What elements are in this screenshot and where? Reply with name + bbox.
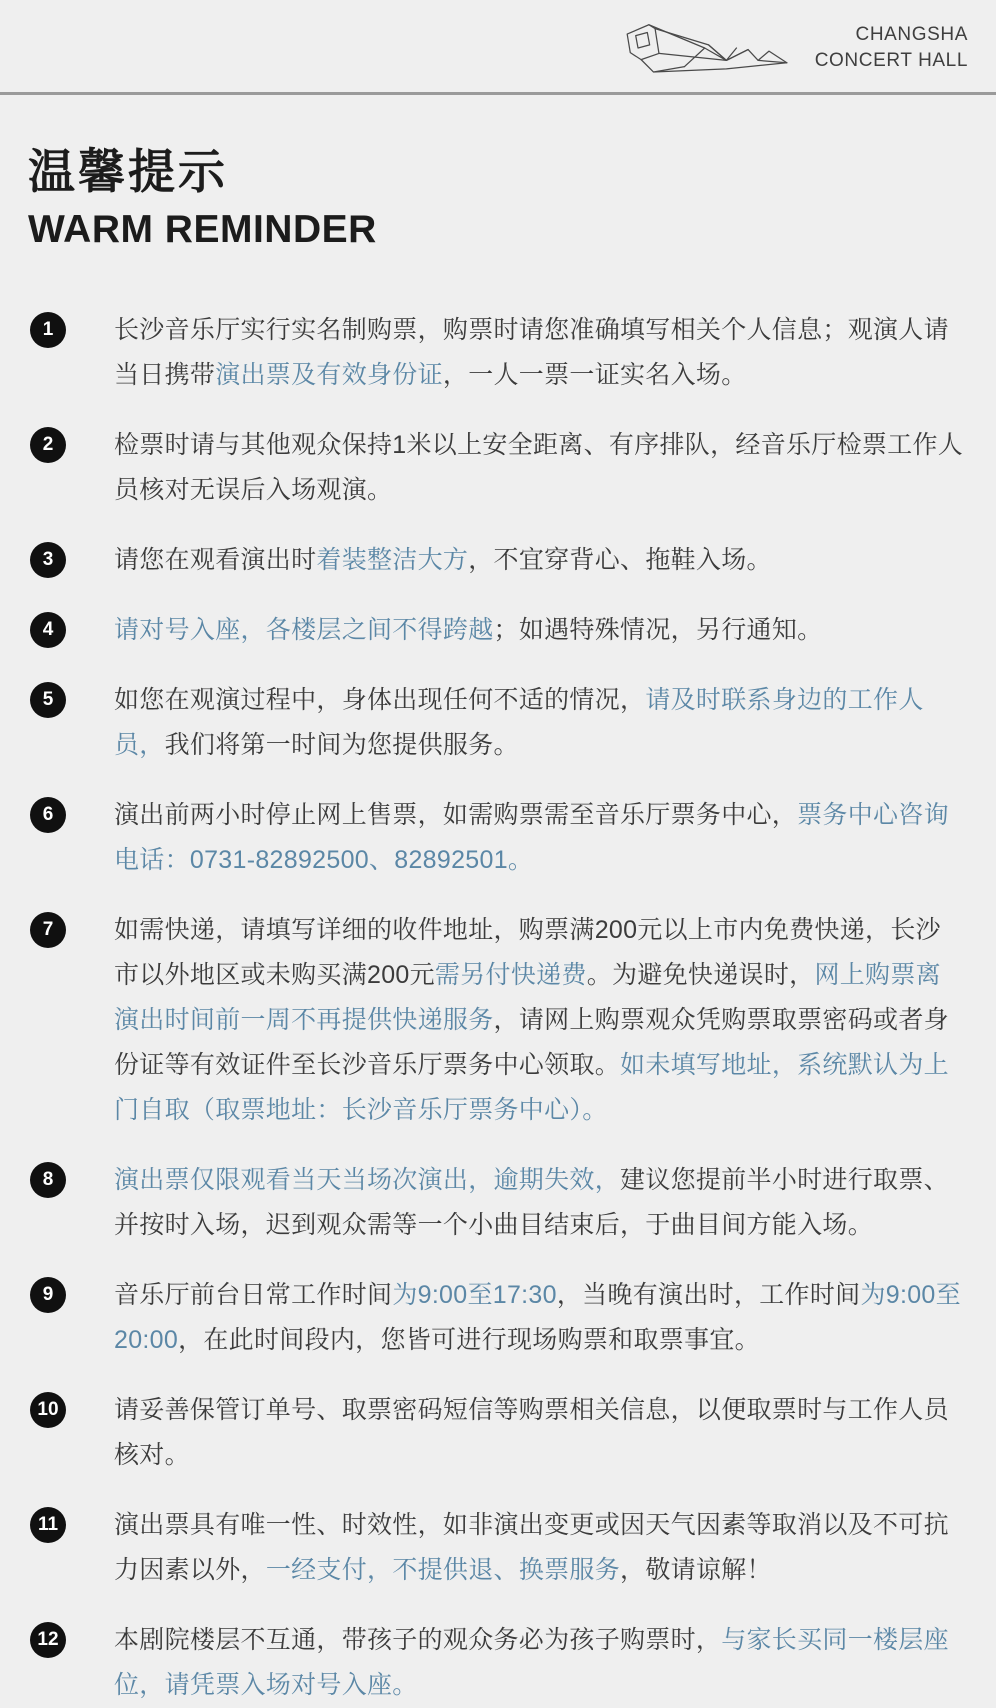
item-number-badge: 3 [30, 542, 66, 578]
item-text [114, 678, 966, 768]
list-item [30, 538, 966, 583]
item-text-highlight: 为9:00至17:30 [392, 1280, 557, 1309]
item-text-segment: 音乐厅前台日常工作时间 [114, 1280, 393, 1309]
list-item [30, 908, 966, 1133]
item-number-badge: 8 [30, 1162, 66, 1198]
item-text-highlight: 与家长买同一楼层座位，请凭票入场对号入座。 [114, 1625, 949, 1699]
item-text-highlight: 票务中心咨询电话：0731-82892500、82892501。 [114, 800, 949, 874]
item-text-highlight: 如未填写地址，系统默认为上门自取（取票地址：长沙音乐厅票务中心）。 [114, 1050, 949, 1124]
item-text-highlight: 网上购票离演出时间前一周不再提供快递服务 [114, 960, 941, 1034]
item-text [114, 608, 824, 653]
item-text-segment: 检票时请与其他观众保持1米以上安全距离、有序排队，经音乐厅检票工作人员核对无误后入场观演。 [114, 430, 964, 504]
item-text [114, 1503, 966, 1593]
item-text [114, 908, 966, 1133]
list-item [30, 423, 966, 513]
item-text [114, 423, 966, 513]
item-text-highlight: 一经支付，不提供退、换票服务 [265, 1555, 621, 1584]
item-text [114, 1388, 966, 1478]
list-item [30, 1503, 966, 1593]
item-number-badge: 10 [30, 1392, 66, 1428]
item-text [114, 1158, 966, 1248]
brand-line2: CONCERT HALL [814, 50, 968, 71]
item-text-segment: 演出前两小时停止网上售票，如需购票需至音乐厅票务中心， [114, 800, 798, 829]
title-block [0, 95, 996, 252]
list-item [30, 793, 966, 883]
concert-hall-logo-icon [609, 17, 815, 79]
item-text [114, 1273, 966, 1363]
item-text-segment: 我们将第一时间为您提供服务。 [164, 730, 519, 759]
item-number-badge: 5 [30, 682, 66, 718]
item-text-segment: 请妥善保管订单号、取票密码短信等购票相关信息，以便取票时与工作人员核对。 [114, 1395, 949, 1469]
list-item [30, 1618, 966, 1708]
item-text-segment: 长沙音乐厅实行实名制购票，购票时请您准确填写相关个人信息；观演人请当日携带 [114, 315, 949, 389]
list-item [30, 678, 966, 768]
item-text-segment: 演出票具有唯一性、时效性，如非演出变更或因天气因素等取消以及不可抗力因素以外， [114, 1510, 949, 1584]
brand-text [815, 22, 968, 73]
item-text [114, 1618, 966, 1708]
brand-line1: CHANGSHA [855, 24, 968, 46]
item-number-badge: 6 [30, 797, 66, 833]
item-text-highlight: 请及时联系身边的工作人员， [114, 685, 924, 759]
item-text-highlight: 请对号入座，各楼层之间不得跨越 [114, 615, 494, 644]
item-text-segment: 如您在观演过程中，身体出现任何不适的情况， [114, 685, 646, 714]
item-number-badge: 2 [30, 427, 66, 463]
item-text-highlight: 演出票仅限观看当天当场次演出，逾期失效， [114, 1165, 621, 1194]
item-number-badge: 9 [30, 1277, 66, 1313]
list-item [30, 1388, 966, 1478]
list-item [30, 308, 966, 398]
item-number-badge: 4 [30, 612, 66, 648]
item-text [114, 308, 966, 398]
item-text-segment: 。为避免快递误时， [586, 960, 815, 989]
item-text-segment: ，在此时间段内，您皆可进行现场购票和取票事宜。 [178, 1325, 760, 1354]
item-number-badge: 1 [30, 312, 66, 348]
item-text-segment: ，一人一票一证实名入场。 [442, 360, 747, 389]
item-text-segment: ，不宜穿背心、拖鞋入场。 [468, 545, 772, 574]
item-text-segment: 本剧院楼层不互通，带孩子的观众务必为孩子购票时， [114, 1625, 722, 1654]
list-item [30, 608, 966, 653]
item-text-highlight: 需另付快递费 [434, 960, 587, 989]
item-text [114, 793, 966, 883]
item-text-segment: ，当晚有演出时，工作时间 [556, 1280, 861, 1309]
item-text-highlight: 着装整洁大方 [316, 545, 469, 574]
item-number-badge: 7 [30, 912, 66, 948]
item-text-segment: ，敬请谅解！ [620, 1555, 772, 1584]
list-item [30, 1273, 966, 1363]
item-text [114, 538, 774, 583]
item-number-badge: 11 [30, 1507, 66, 1543]
item-text-segment: ，请网上购票观众凭购票取票密码或者身份证等有效证件至长沙音乐厅票务中心领取。 [114, 1005, 949, 1079]
item-text-segment: ；如遇特殊情况，另行通知。 [493, 615, 823, 644]
reminder-list [0, 252, 996, 1708]
page-header [0, 0, 996, 82]
item-text-segment: 建议您提前半小时进行取票、并按时入场，迟到观众需等一个小曲目结束后，于曲目间方能入场。 [114, 1165, 949, 1239]
page-title-zh: 温馨提示 [28, 145, 228, 198]
item-text-highlight: 为9:00至20:00 [114, 1280, 961, 1354]
item-text-segment: 如需快递，请填写详细的收件地址，购票满200元以上市内免费快递，长沙市以外地区或未购买满200元 [114, 915, 941, 989]
list-item [30, 1158, 966, 1248]
item-text-segment: 请您在观看演出时 [114, 545, 317, 574]
page-title-en: WARM REMINDER [28, 208, 377, 252]
item-number-badge: 12 [30, 1622, 66, 1658]
item-text-highlight: 演出票及有效身份证 [215, 360, 443, 389]
